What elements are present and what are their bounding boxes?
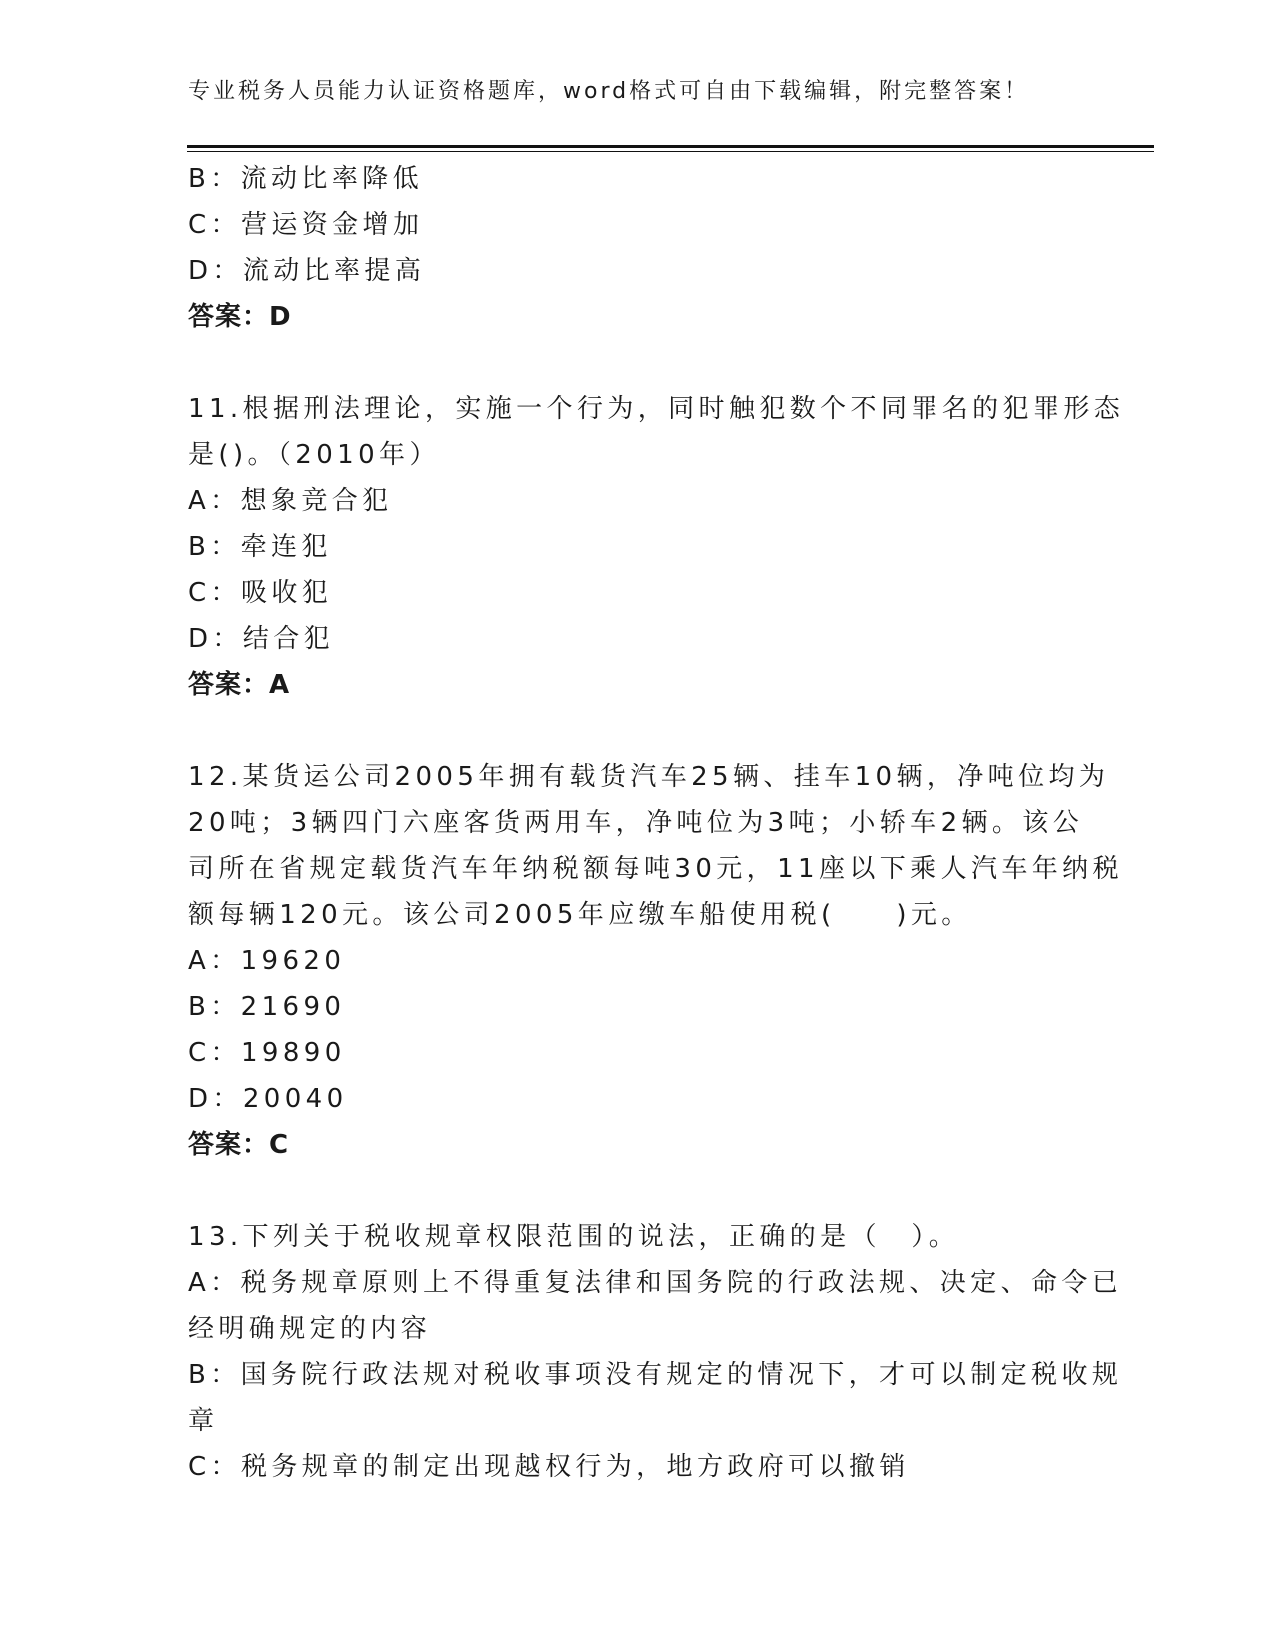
question-stem-line: 12.某货运公司2005年拥有载货汽车25辆、挂车10辆，净吨位均为 (188, 762, 1110, 792)
question-stem-line: 20吨；3辆四门六座客货两用车，净吨位为3吨；小轿车2辆。该公 (188, 808, 1084, 838)
option-a: A：想象竞合犯 (188, 486, 393, 516)
option-b-line: 章 (188, 1406, 219, 1436)
question-stem-line: 是()。（2010年） (188, 440, 440, 470)
option-c-line: C：税务规章的制定出现越权行为，地方政府可以撤销 (188, 1452, 910, 1482)
answer-line: 答案：A (188, 670, 291, 700)
option-d: D：20040 (188, 1084, 348, 1114)
option-c: C：营运资金增加 (188, 210, 424, 240)
option-b: B：牵连犯 (188, 532, 332, 562)
question-11 (188, 386, 1125, 708)
question-stem-line: 13.下列关于税收规章权限范围的说法，正确的是（ ）。 (188, 1222, 960, 1252)
question-12 (188, 754, 1123, 1168)
option-b-line: B：国务院行政法规对税收事项没有规定的情况下，才可以制定税收规 (188, 1360, 1123, 1390)
header-rule-thin (187, 151, 1154, 152)
header-rule-thick (187, 145, 1154, 148)
option-c: C：吸收犯 (188, 578, 333, 608)
answer-line: 答案：D (188, 302, 292, 332)
question-gap (188, 1168, 1088, 1214)
question-stem-line: 额每辆120元。该公司2005年应缴车船使用税( )元。 (188, 900, 972, 930)
option-a-line: 经明确规定的内容 (188, 1314, 432, 1344)
question-10-tail (188, 156, 1088, 340)
answer-line: 答案：C (188, 1130, 290, 1160)
option-c: C：19890 (188, 1038, 346, 1068)
question-stem-line: 11.根据刑法理论，实施一个行为，同时触犯数个不同罪名的犯罪形态 (188, 394, 1125, 424)
page-header: 专业税务人员能力认证资格题库，word格式可自由下载编辑，附完整答案！ (188, 79, 1030, 104)
option-d: D：结合犯 (188, 624, 335, 654)
question-gap (188, 708, 1088, 754)
option-b: B：流动比率降低 (188, 164, 424, 194)
question-gap (188, 340, 1088, 386)
document-body (188, 156, 1125, 1490)
question-stem-line: 司所在省规定载货汽车年纳税额每吨30元，11座以下乘人汽车年纳税 (188, 854, 1123, 884)
option-d: D：流动比率提高 (188, 256, 426, 286)
question-13 (188, 1214, 1123, 1490)
option-b: B：21690 (188, 992, 346, 1022)
option-a-line: A：税务规章原则上不得重复法律和国务院的行政法规、决定、命令已 (188, 1268, 1123, 1298)
option-a: A：19620 (188, 946, 346, 976)
